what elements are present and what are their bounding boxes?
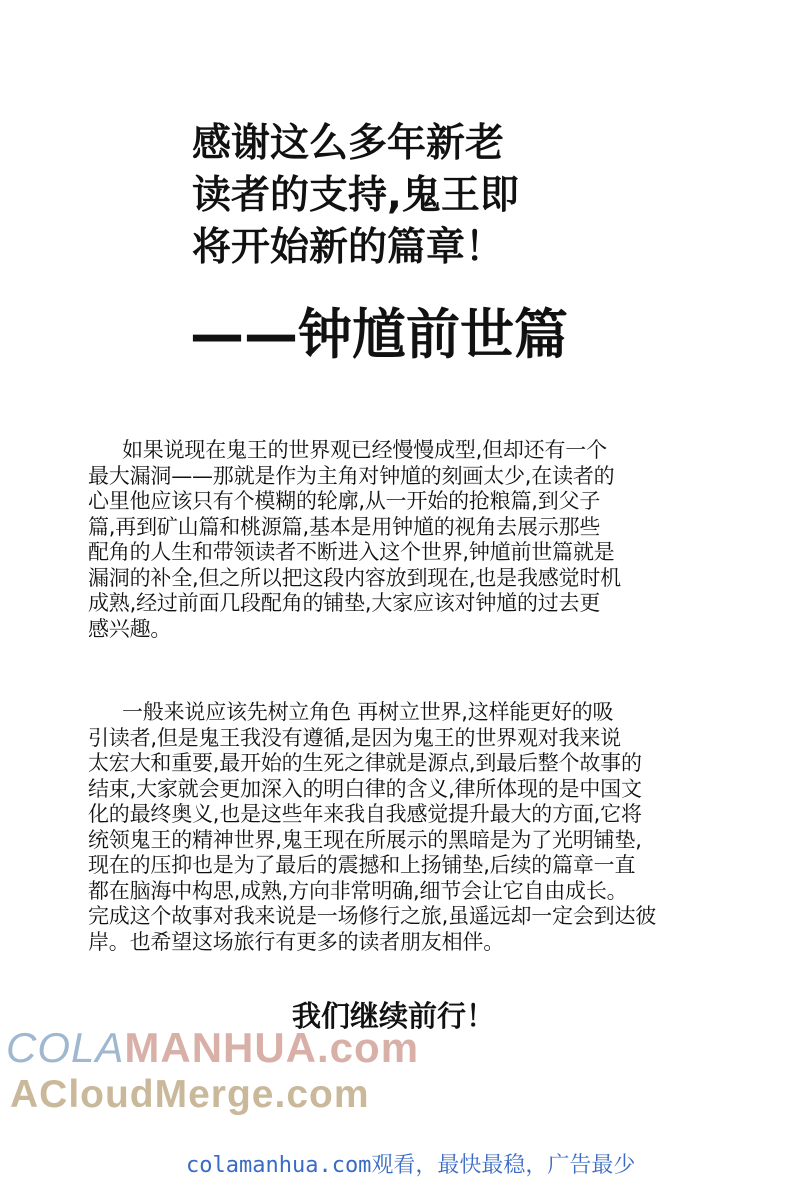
announcement-title xyxy=(192,118,612,274)
paragraph-line: 现在的压抑也是为了最后的震撼和上扬铺垫,后续的篇章一直 xyxy=(88,853,636,877)
paragraph-1 xyxy=(88,438,748,642)
paragraph-line: 漏洞的补全,但之所以把这段内容放到现在,也是我感觉时机 xyxy=(88,565,621,590)
paragraph-line: 结束,大家就会更加深入的明白律的含义,律所体现的是中国文 xyxy=(88,776,642,801)
paragraph-line: 化的最终奥义,也是这些年来我自我感觉提升最大的方面,它将 xyxy=(88,802,642,826)
closing-line: 我们继续前行！ xyxy=(292,999,496,1033)
watermark-part: COLA xyxy=(6,1024,125,1071)
title-line: 将开始新的篇章！ xyxy=(192,225,505,270)
paragraph-line: 都在脑海中构思,成熟,方向非常明确,细节会让它自由成长。 xyxy=(88,878,628,903)
paragraph-2 xyxy=(88,700,788,955)
paragraph-line: 太宏大和重要,最开始的生死之律就是源点,到最后整个故事的 xyxy=(88,751,642,775)
paragraph-line: 感兴趣。 xyxy=(88,616,172,641)
paragraph-line: 岸。也希望这场旅行有更多的读者朋友相伴。 xyxy=(88,929,504,954)
paragraph-line: 如果说现在鬼王的世界观已经慢慢成型,但却还有一个 xyxy=(122,438,607,462)
title-line: 感谢这么多年新老 xyxy=(192,121,505,166)
footer-site-link[interactable]: colamanhua.com观看，最快最稳，广告最少 xyxy=(186,1153,636,1178)
paragraph-line: 一般来说应该先树立角色 再树立世界,这样能更好的吸 xyxy=(122,700,614,724)
paragraph-line: 统领鬼王的精神世界,鬼王现在所展示的黑暗是为了光明铺垫, xyxy=(88,827,642,852)
paragraph-line: 心里他应该只有个模糊的轮廓,从一开始的抢粮篇,到父子 xyxy=(88,489,601,513)
paragraph-line: 最大漏洞——那就是作为主角对钟馗的刻画太少,在读者的 xyxy=(88,463,615,488)
paragraph-line: 篇,再到矿山篇和桃源篇,基本是用钟馗的视角去展示那些 xyxy=(88,514,601,539)
paragraph-line: 配角的人生和带领读者不断进入这个世界,钟馗前世篇就是 xyxy=(88,540,615,564)
title-line: 读者的支持,鬼王即 xyxy=(192,173,519,218)
paragraph-line: 完成这个故事对我来说是一场修行之旅,虽遥远却一定会到达彼 xyxy=(88,904,657,928)
arc-subtitle: ——钟馗前世篇 xyxy=(190,303,568,366)
watermark-colamanhua xyxy=(6,1020,419,1076)
paragraph-line: 引读者,但是鬼王我没有遵循,是因为鬼王的世界观对我来说 xyxy=(88,725,621,750)
watermark-part: MANHUA.com xyxy=(124,1024,420,1071)
paragraph-line: 成熟,经过前面几段配角的铺垫,大家应该对钟馗的过去更 xyxy=(88,591,601,615)
watermark-acloudmerge: ACloudMerge.com xyxy=(10,1073,370,1116)
